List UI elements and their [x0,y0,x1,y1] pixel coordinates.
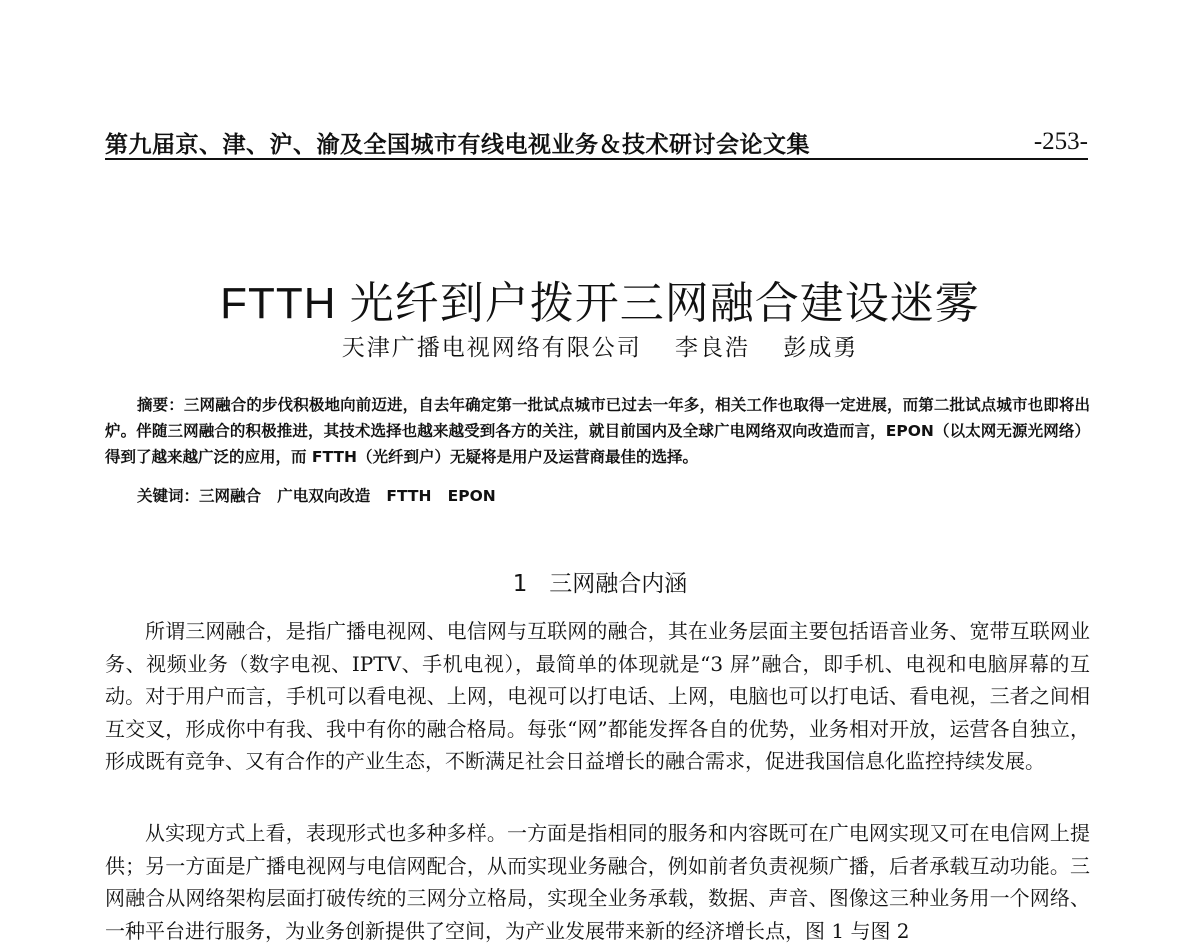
paper-title: FTTH 光纤到户拨开三网融合建设迷雾 [220,279,980,329]
keywords: 关键词：三网融合 广电双向改造 FTTH EPON [137,487,496,505]
section-heading: 1 三网融合内涵 [512,571,688,598]
running-header [105,124,1088,160]
abstract: 摘要：三网融合的步伐积极地向前迈进，自去年确定第一批试点城市已过去一年多，相关工作也取得一定进展，而第二批试点城市也即将出炉。伴随三网融合的积极推进，其技术选择也越来越受到各方的关注，就目前国内及全球广电网络双向改造而言，EPON（以太网无源光网络）得到了越来越广泛的应用，而 FTTH（光纤到户）无疑将是用户及运营商最佳的选择。 [105,396,1090,466]
body-paragraph: 从实现方式上看，表现形式也多种多样。一方面是指相同的服务和内容既可在广电网实现又可在电信网上提供；另一方面是广播电视网与电信网配合，从而实现业务融合，例如前者负责视频广播，后者承载互动功能。三网融合从网络架构层面打破传统的三网分立格局，实现全业务承载，数据、声音、图像这三种业务用一个网络、一种平台进行服务，为业务创新提供了空间，为产业发展带来新的经济增长点，图 1 与图 2 [105,821,1090,943]
affiliation: 天津广播电视网络有限公司 [341,335,642,361]
author-line [0,329,1200,362]
page-number: -253- [1033,128,1088,155]
author-name: 李良浩 [675,335,750,361]
author-name: 彭成勇 [783,335,859,361]
body-paragraph: 所谓三网融合，是指广播电视网、电信网与互联网的融合，其在业务层面主要包括语音业务、宽带互联网业务、视频业务（数字电视、IPTV、手机电视），最简单的体现就是“3 屏”融合，即手机、电视和电脑屏幕的互动。对于用户而言，手机可以看电视、上网，电视可以打电话、上网，电脑也可以打电话、看电视，三者之间相互交叉，形成你中有我、我中有你的融合格局。每张“网”都能发挥各自的优势，业务相对开放，运营各自独立，形成既有竞争、又有合作的产业生态，不断满足社会日益增长的融合需求，促进我国信息化监控持续发展。 [105,619,1090,773]
journal-title: 第九届京、津、沪、渝及全国城市有线电视业务＆技术研讨会论文集 [105,131,810,158]
